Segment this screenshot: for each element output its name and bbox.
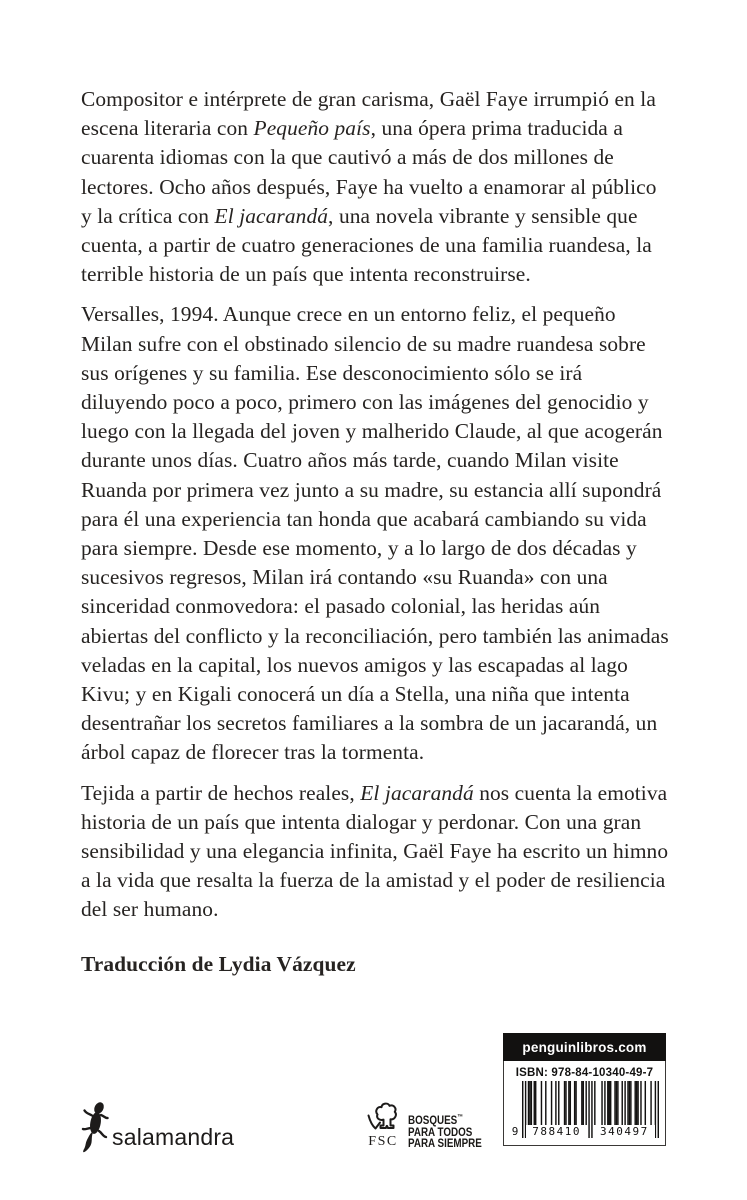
website-label: penguinlibros.com (522, 1039, 647, 1055)
synopsis (81, 85, 671, 925)
barcode (510, 1081, 659, 1138)
fsc-claim (408, 1100, 482, 1150)
fsc-tree-icon (366, 1100, 400, 1132)
fsc-label: FSC (368, 1134, 398, 1149)
barcode-digits-right: 340497 (594, 1125, 655, 1138)
fsc-logo (366, 1100, 498, 1150)
paragraph: Compositor e intérprete de gran carisma, Gaël Faye irrumpió en la escena literaria con Pequeño país, una ópera prima traducida a cuarenta idiomas con la que cautivó a más de dos millones de lectores. Ocho años después, Faye ha vuelto a enamorar al público y la crítica con El jacarandá, una novela vibrante y sensible que cuenta, a partir de cuatro generaciones de una familia ruandesa, la terrible historia de un país que intenta reconstruirse. (81, 87, 657, 287)
trademark-symbol: ™ (457, 1114, 463, 1121)
fsc-mark (366, 1100, 400, 1149)
barcode-block (503, 1033, 666, 1146)
paragraph: Versalles, 1994. Aunque crece en un entorno feliz, el pequeño Milan sufre con el obstinado silencio de su madre ruandesa sobre sus orígenes y su familia. Ese desconocimiento sólo se irá diluyendo poco a poco, primero con las imágenes del genocidio y luego con la llegada del joven y malherido Claude, al que acogerán durante unos días. Cuatro años más tarde, cuando Milan visite Ruanda por primera vez junto a su madre, su estancia allí supondrá para él una experiencia tan honda que acabará cambiando su vida para siempre. Desde ese momento, y a lo largo de dos décadas y sucesivos regresos, Milan irá contando «su Ruanda» con una sinceridad conmovedora: el pasado colonial, las heridas aún abiertas del conflicto y la reconciliación, pero también las animadas veladas en la capital, los nuevos amigos y las escapadas al lago Kivu; y en Kigali conocerá un día a Stella, una niña que intenta desentrañar los secretos familiares a la sombra de un jacarandá, un árbol capaz de florecer tras la tormenta. (81, 302, 669, 765)
fsc-claim-line: PARA SIEMPRE (408, 1136, 482, 1150)
translation-credit: Traducción de Lydia Vázquez (81, 951, 356, 976)
website-banner (503, 1033, 666, 1061)
salamander-icon (79, 1100, 109, 1158)
fsc-claim-line: PARA TODOS (408, 1124, 473, 1139)
barcode-body (503, 1061, 666, 1146)
publisher-name: salamandra (112, 1124, 235, 1150)
fsc-claim-line: BOSQUES™ (408, 1113, 463, 1127)
publisher-logo (79, 1100, 234, 1158)
text-column (81, 85, 671, 979)
isbn-label: ISBN: 978-84-10340-49-7 (515, 1067, 654, 1079)
barcode-digits-left: 788410 (526, 1125, 587, 1138)
barcode-digit-first: 9 (511, 1125, 519, 1138)
paragraph: Tejida a partir de hechos reales, El jacarandá nos cuenta la emotiva historia de un país que intenta dialogar y perdonar. Con una gran sensibilidad y una elegancia infinita, Gaël Faye ha escrito un himno a la vida que resalta la fuerza de la amistad y el poder de resiliencia del ser humano. (81, 780, 669, 922)
